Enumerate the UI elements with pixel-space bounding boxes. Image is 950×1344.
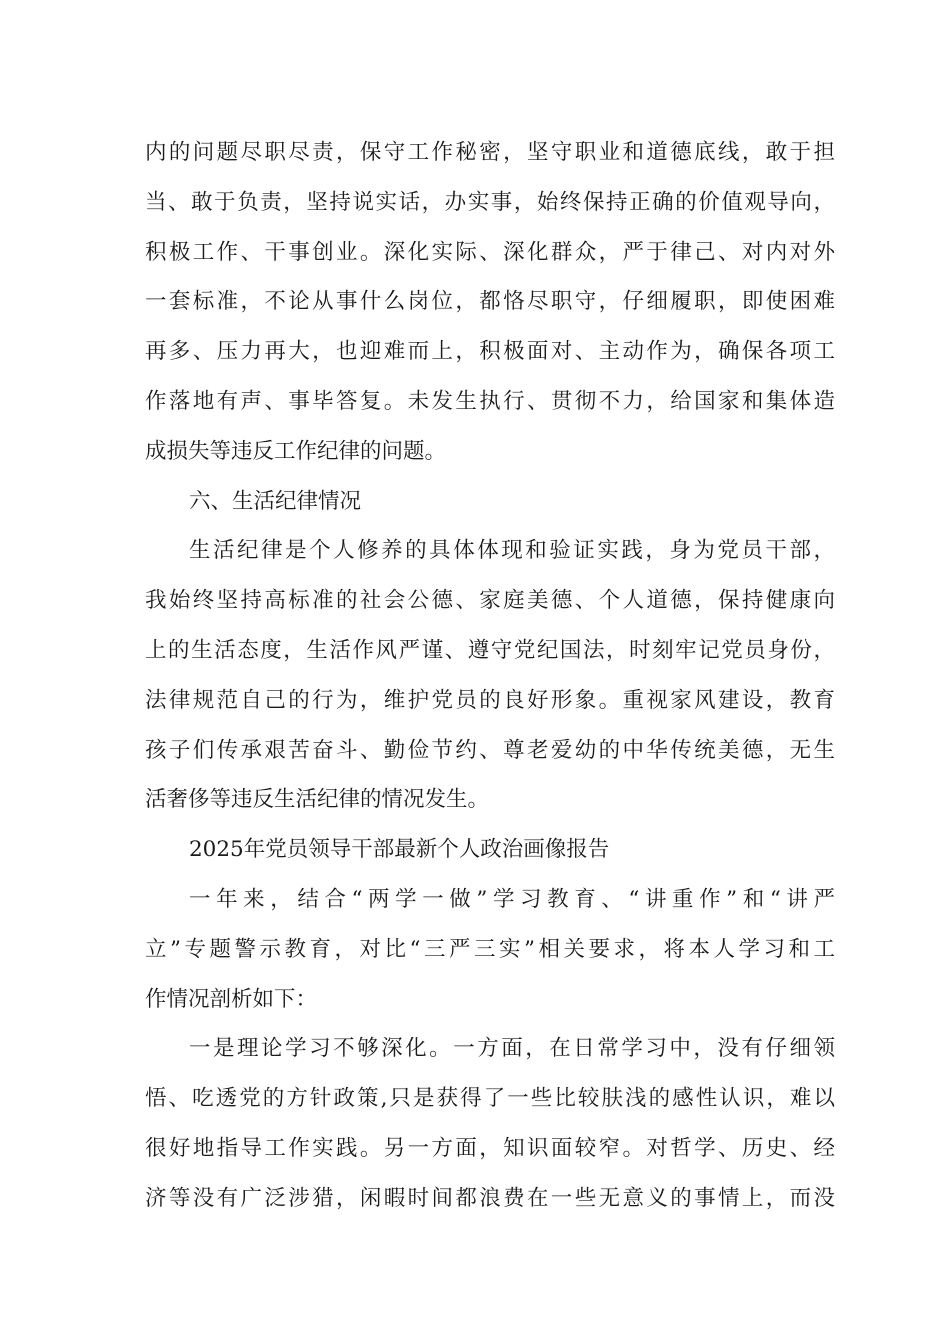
- report-title: 2025年党员领导干部最新个人政治画像报告: [189, 837, 610, 863]
- paragraph-line: 作落地有声、事毕答复。未发生执行、贯彻不力，给国家和集体造: [145, 388, 835, 414]
- paragraph-line: 悟、吃透党的方针政策,只是获得了一些比较肤浅的感性认识，难以: [145, 1086, 835, 1112]
- paragraph-line: 济等没有广泛涉猎，闲暇时间都浪费在一些无意义的事情上，而没: [145, 1185, 835, 1211]
- paragraph-line: 一是理论学习不够深化。一方面，在日常学习中，没有仔细领: [189, 1036, 835, 1062]
- paragraph-line: 生活纪律是个人修养的具体体现和验证实践，身为党员干部，: [189, 538, 835, 564]
- paragraph-line: 一套标准，不论从事什么岗位，都恪尽职守，仔细履职，即使困难: [145, 289, 835, 315]
- paragraph-line: 当、敢于负责，坚持说实话，办实事，始终保持正确的价值观导向，: [145, 189, 835, 215]
- paragraph-line: 孩子们传承艰苦奋斗、勤俭节约、尊老爱幼的中华传统美德，无生: [145, 737, 835, 763]
- paragraph-line: 再多、压力再大，也迎难而上，积极面对、主动作为，确保各项工: [145, 339, 835, 365]
- paragraph-line: 法律规范自己的行为，维护党员的良好形象。重视家风建设，教育: [145, 687, 835, 713]
- paragraph-line: 积极工作、干事创业。深化实际、深化群众，严于律己、对内对外: [145, 239, 835, 265]
- paragraph-line: 成损失等违反工作纪律的问题。: [145, 438, 447, 464]
- document-body: [145, 128, 835, 1224]
- paragraph-line: 活奢侈等违反生活纪律的情况发生。: [145, 787, 490, 813]
- paragraph-line: 作情况剖析如下：: [145, 986, 318, 1012]
- paragraph-line: 我始终坚持高标准的社会公德、家庭美德、个人道德，保持健康向: [145, 588, 835, 614]
- paragraph-line: 立”专题警示教育，对比“三严三实”相关要求，将本人学习和工: [145, 936, 835, 962]
- paragraph-line: 一年来，结合“两学一做”学习教育、“讲重作”和“讲严: [189, 886, 835, 912]
- paragraph-line: 上的生活态度，生活作风严谨、遵守党纪国法，时刻牢记党员身份，: [145, 637, 835, 663]
- section-heading: 六、生活纪律情况: [189, 488, 362, 514]
- paragraph-line: 很好地指导工作实践。另一方面，知识面较窄。对哲学、历史、经: [145, 1135, 835, 1161]
- paragraph-line: 内的问题尽职尽责，保守工作秘密，坚守职业和道德底线，敢于担: [145, 140, 835, 165]
